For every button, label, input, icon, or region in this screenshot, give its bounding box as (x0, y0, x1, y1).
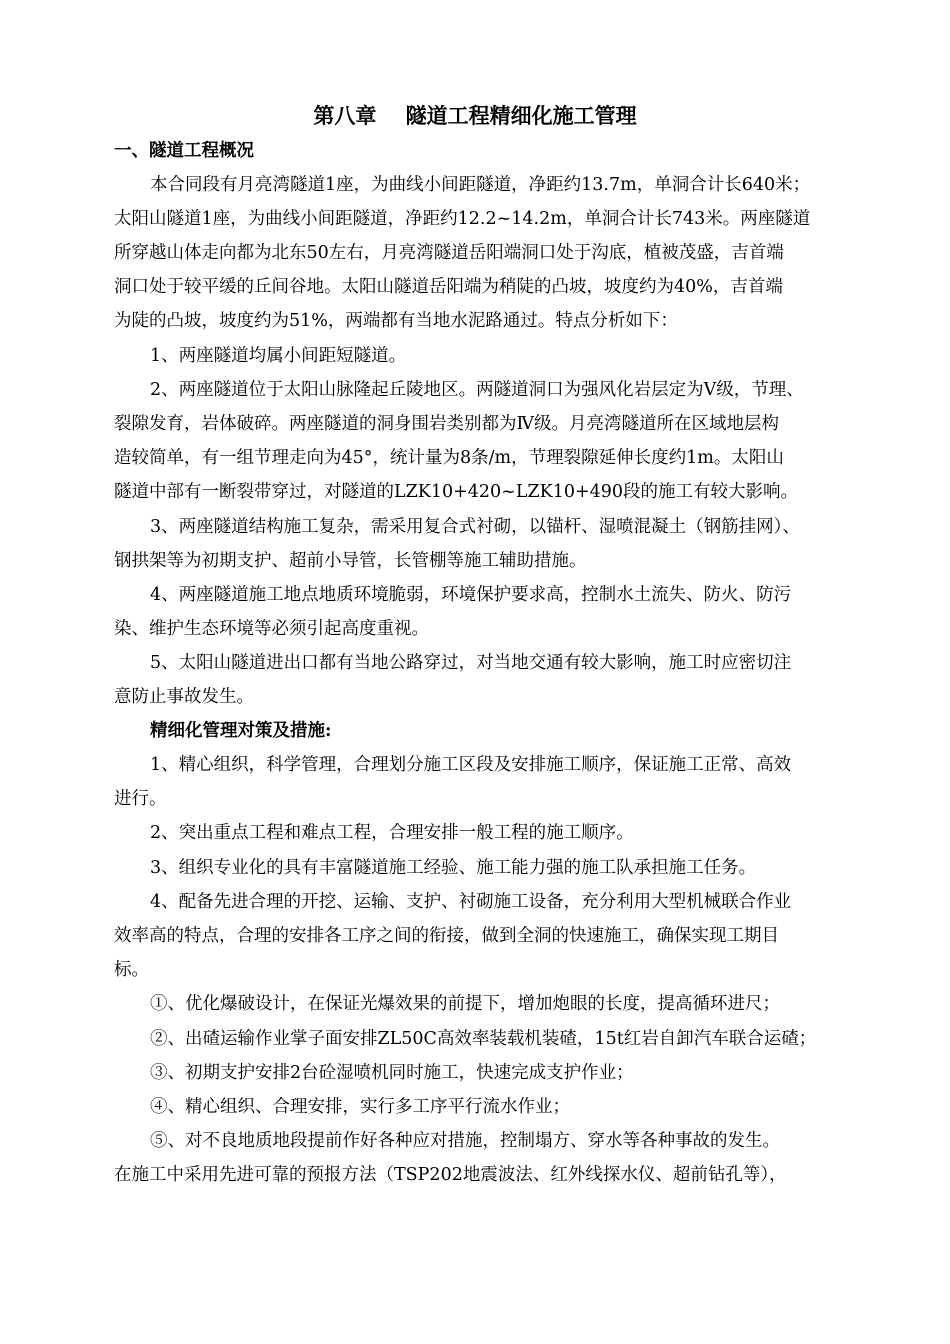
paragraph-line: 为陡的凸坡，坡度约为51%，两端都有当地水泥路通过。特点分析如下： (114, 311, 678, 331)
paragraph-line: 效率高的特点，合理的安排各工序之间的衔接，做到全洞的快速施工，确保实现工期目 (114, 926, 779, 946)
paragraph-line: ②、出碴运输作业掌子面安排ZL50C高效率装载机装碴，15t红岩自卸汽车联合运碴； (150, 1029, 817, 1049)
paragraph-line: ③、初期支护安排2台砼湿喷机同时施工，快速完成支护作业； (150, 1063, 634, 1083)
paragraph-line: 4、配备先进合理的开挖、运输、支护、衬砌施工设备，充分利用大型机械联合作业 (150, 892, 792, 912)
subsection-heading: 精细化管理对策及措施: (150, 721, 332, 741)
paragraph-line: 3、组织专业化的具有丰富隧道施工经验、施工能力强的施工队承担施工任务。 (150, 858, 757, 878)
paragraph-line: 染、维护生态环境等必须引起高度重视。 (114, 619, 429, 639)
paragraph-line: 意防止事故发生。 (114, 687, 254, 707)
paragraph-line: 造较简单，有一组节理走向为45°，统计量为8条/m，节理裂隙延伸长度约1m。太阳山 (114, 448, 784, 468)
paragraph-line: 3、两座隧道结构施工复杂，需采用复合式衬砌，以锚杆、湿喷混凝土（钢筋挂网）、 (150, 517, 800, 537)
paragraph-line: 2、两座隧道位于太阳山脉隆起丘陵地区。两隧道洞口为强风化岩层定为Ⅴ级，节理、 (150, 380, 804, 400)
paragraph-line: 太阳山隧道1座，为曲线小间距隧道，净距约12.2~14.2m，单洞合计长743米。两座隧道 (114, 209, 811, 229)
section-heading: 一、隧道工程概况 (114, 141, 254, 161)
chapter-title: 第八章 隧道工程精细化施工管理 (313, 103, 637, 128)
paragraph-line: 2、突出重点工程和难点工程，合理安排一般工程的施工顺序。 (150, 823, 634, 843)
paragraph-line: ④、精心组织、合理安排，实行多工序平行流水作业； (150, 1097, 570, 1117)
paragraph-line: 在施工中采用先进可靠的预报方法（TSP202地震波法、红外线探水仪、超前钻孔等）， (114, 1165, 787, 1185)
paragraph-line: 洞口处于较平缓的丘间谷地。太阳山隧道岳阳端为稍陡的凸坡，坡度约为40%，吉首端 (114, 277, 783, 297)
paragraph-line: 裂隙发育，岩体破碎。两座隧道的洞身围岩类别都为Ⅳ级。月亮湾隧道所在区域地层构 (114, 414, 779, 434)
paragraph-line: 钢拱架等为初期支护、超前小导管，长管棚等施工辅助措施。 (114, 551, 587, 571)
paragraph-line: 进行。 (114, 789, 167, 809)
paragraph-line: 1、精心组织，科学管理，合理划分施工区段及安排施工顺序，保证施工正常、高效 (150, 755, 792, 775)
paragraph-line: 1、两座隧道均属小间距短隧道。 (150, 346, 407, 366)
paragraph-line: ⑤、对不良地质地段提前作好各种应对措施，控制塌方、穿水等各种事故的发生。 (150, 1131, 780, 1151)
paragraph-line: 本合同段有月亮湾隧道1座，为曲线小间距隧道，净距约13.7m，单洞合计长640米； (150, 175, 811, 195)
paragraph-line: 所穿越山体走向都为北东50左右，月亮湾隧道岳阳端洞口处于沟底，植被茂盛，吉首端 (114, 243, 784, 263)
paragraph-line: 隧道中部有一断裂带穿过，对隧道的LZK10+420~LZK10+490段的施工有较大影响。 (114, 482, 799, 502)
paragraph-line: 5、太阳山隧道进出口都有当地公路穿过，对当地交通有较大影响，施工时应密切注 (150, 653, 792, 673)
paragraph-line: ①、优化爆破设计，在保证光爆效果的前提下，增加炮眼的长度，提高循环进尺； (150, 994, 780, 1014)
paragraph-line: 4、两座隧道施工地点地质环境脆弱，环境保护要求高，控制水土流失、防火、防污 (150, 585, 792, 605)
paragraph-line: 标。 (114, 960, 149, 980)
